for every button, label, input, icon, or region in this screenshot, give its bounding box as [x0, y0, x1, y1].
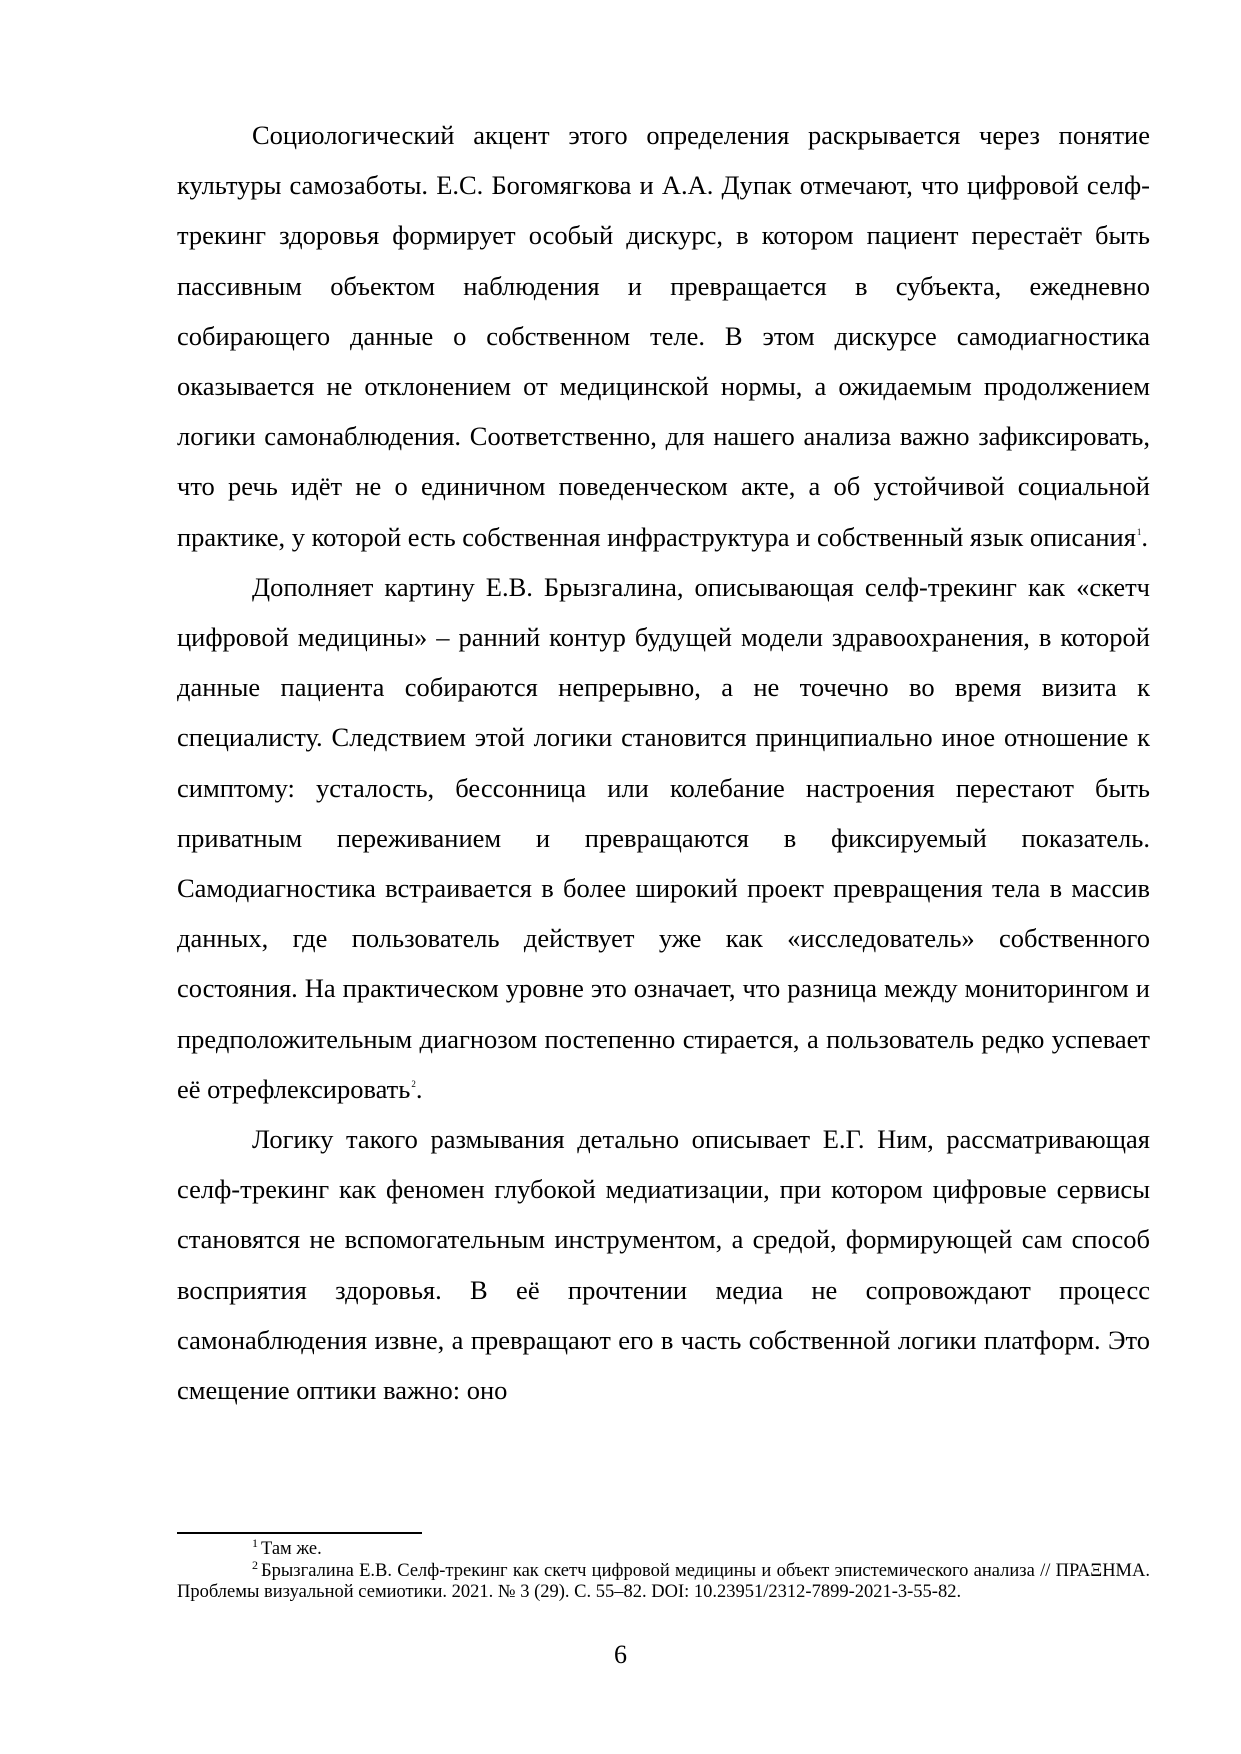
paragraph-1 [177, 110, 1150, 562]
footnote-1 [177, 1536, 1150, 1561]
main-text [177, 110, 1150, 1415]
paragraph-2 [177, 562, 1150, 1114]
footnote-separator [177, 1532, 422, 1534]
paragraph-3 [177, 1114, 1150, 1415]
footnote-2-text: Брызгалина Е.В. Селф-трекинг как скетч цифровой медицины и объект эпистемического анализа // ПРАΞНМА. Проблемы визуальной семиотики. 2021. № 3 (29). С. 55–82. DOI: 10.23951/2312-7899-2021-3-55-82. [177, 1560, 1150, 1602]
footnote-1-number: 1 [252, 1536, 258, 1550]
paragraph-2-ending: . [415, 1073, 423, 1104]
footnote-ref-1[interactable]: 1 [1136, 526, 1142, 537]
paragraph-1-text: Социологический акцент этого определения раскрывается через понятие культуры самозаботы. Е.С. Богомягкова и А.А. Дупак отмечают, что цифровой селф-трекинг здоровья формирует особый дискурс, в котором пациент перестаёт быть пассивным объектом наблюдения и превращается в субъекта, ежедневно собирающего данные о собственном теле. В этом дискурсе самодиагностика оказывается не отклонением от медицинской нормы, а ожидаемым продолжением логики самонаблюдения. Соответственно, для нашего анализа важно зафиксировать, что речь идёт не о единичном поведенческом акте, а об устойчивой социальной практике, у которой есть собственная инфраструктура и собственный язык описания [177, 120, 1150, 552]
paragraph-3-text: Логику такого размывания детально описывает Е.Г. Ним, рассматривающая селф-трекинг как феномен глубокой медиатизации, при котором цифровые сервисы становятся не вспомогательным инструментом, а средой, формирующей сам способ восприятия здоровья. В её прочтении медиа не сопровождают процесс самонаблюдения извне, а превращают его в часть собственной логики платформ. Это смещение оптики важно: оно [177, 1124, 1150, 1406]
page-number: 6 [614, 1640, 627, 1669]
footnotes [177, 1536, 1150, 1604]
footnote-2 [177, 1557, 1150, 1604]
footnote-1-text: Там же. [261, 1539, 322, 1559]
footnote-ref-2[interactable]: 2 [411, 1078, 416, 1089]
footnote-2-number: 2 [252, 1557, 258, 1572]
paragraph-2-text: Дополняет картину Е.В. Брызгалина, описывающая селф-трекинг как «скетч цифровой медицины» – ранний контур будущей модели здравоохранения, в которой данные пациента собираются непрерывно, а не точечно во время визита к специалисту. Следствием этой логики становится принципиально иное отношение к симптому: усталость, бессонница или колебание настроения перестают быть приватным переживанием и превращаются в фиксируемый показатель. Самодиагностика встраивается в более широкий проект превращения тела в массив данных, где пользователь действует уже как «исследователь» собственного состояния. На практическом уровне это означает, что разница между мониторингом и предположительным диагнозом постепенно стирается, а пользователь редко успевает её отрефлексировать [177, 571, 1150, 1104]
paragraph-1-ending: . [1141, 521, 1149, 552]
